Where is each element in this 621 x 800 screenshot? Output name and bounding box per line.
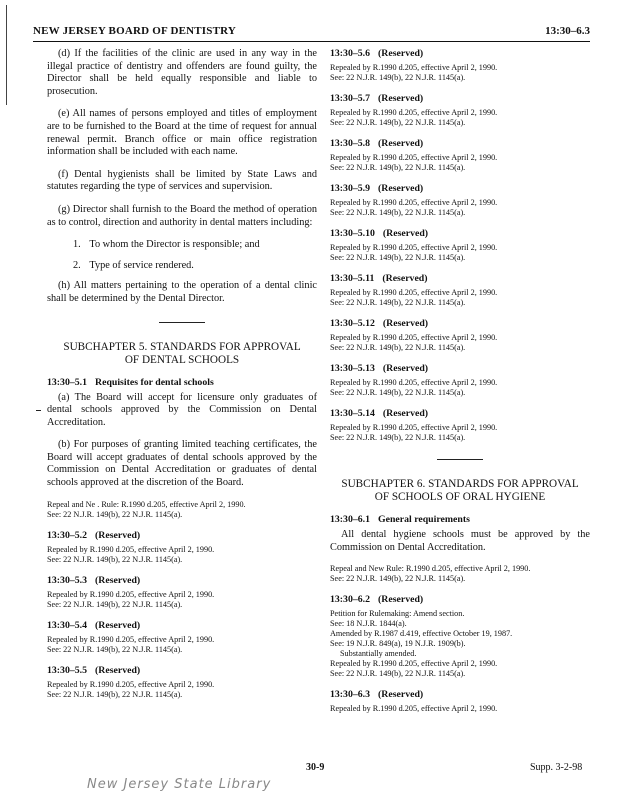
paragraph-d: (d) If the facilities of the clinic are used in any way in the illegal practice of dentistry and offenders are found guilty, the Director shall be held equally responsible and liable to prosecution. — [47, 48, 317, 97]
section-heading-5-7 — [330, 93, 590, 104]
paragraph-f: (f) Dental hygienists shall be limited by State Laws and statutes regarding the type of services and supervision. — [47, 168, 317, 193]
paragraph-5-1-b: (b) For purposes of granting limited teaching certificates, the Board will accept graduates of dental schools approved by the Commission on Dental Accreditation or graduates of dental schools approved at the discretion of the Board. — [47, 439, 317, 489]
section-heading-5-5 — [47, 665, 317, 676]
section-heading-6-2 — [330, 594, 590, 605]
section-title: (Reserved) — [382, 273, 428, 284]
subchapter-5-heading — [47, 341, 317, 367]
list-item — [73, 239, 317, 252]
history-note — [330, 704, 590, 714]
subchapter-6-line2: OF SCHOOLS OF ORAL HYGIENE — [374, 491, 546, 503]
history-note-line: Repealed by R.1990 d.205, effective April 2, 1990. — [330, 333, 498, 342]
history-note-line: Repealed by R.1990 d.205, effective April 2, 1990. — [47, 589, 215, 599]
history-note — [47, 590, 317, 610]
section-heading-5-2 — [47, 530, 317, 541]
subchapter-6-heading — [330, 478, 590, 504]
section-number: 13:30–5.10 — [330, 228, 375, 239]
section-title: (Reserved) — [378, 689, 424, 701]
section-number: 13:30–5.13 — [330, 363, 375, 374]
running-header — [33, 25, 590, 42]
history-note-line: Amended by R.1987 d.419, effective October 19, 1987. — [330, 629, 513, 639]
history-note-line: Substantially amended. — [340, 649, 417, 659]
history-note — [330, 243, 590, 263]
history-note-line: See: 22 N.J.R. 149(b), 22 N.J.R. 1145(a). — [330, 343, 466, 352]
history-note-line: Repeal and Ne . Rule: R.1990 d.205, effective April 2, 1990. — [47, 499, 246, 509]
section-number: 13:30–5.8 — [330, 138, 371, 149]
section-title: (Reserved) — [95, 664, 141, 676]
history-note-line: Repealed by R.1990 d.205, effective April 2, 1990. — [330, 423, 498, 432]
history-note-line: See: 22 N.J.R. 149(b), 22 N.J.R. 1145(a). — [330, 253, 466, 262]
history-note-line: Repealed by R.1990 d.205, effective April 2, 1990. — [330, 243, 498, 252]
section-divider — [437, 459, 483, 460]
supplement-date: Supp. 3-2-98 — [530, 762, 583, 773]
history-note-line: See: 22 N.J.R. 149(b), 22 N.J.R. 1145(a). — [47, 554, 183, 564]
subchapter-5-line1: SUBCHAPTER 5. STANDARDS FOR APPROVAL — [63, 340, 301, 353]
margin-tick-mark — [36, 410, 41, 411]
section-number: 13:30–5.14 — [330, 408, 375, 419]
list-item-text: Type of service rendered. — [89, 259, 194, 271]
section-heading-5-12 — [330, 318, 590, 329]
history-note-line: See: 22 N.J.R. 149(b), 22 N.J.R. 1145(a). — [47, 509, 183, 519]
paragraph-5-1-a: (a) The Board will accept for licensure only graduates of dental schools approved by the Commission on Dental Accreditation. — [47, 391, 317, 428]
section-number: 13:30–5.2 — [47, 529, 88, 541]
section-title: (Reserved) — [378, 138, 424, 149]
history-note-line: Repealed by R.1990 d.205, effective April 2, 1990. — [47, 679, 215, 689]
history-note-line: See: 22 N.J.R. 149(b), 22 N.J.R. 1145(a). — [330, 433, 466, 442]
history-note-line: See: 18 N.J.R. 1844(a). — [330, 619, 407, 629]
history-note — [330, 333, 590, 353]
paragraph-6-1: All dental hygiene schools must be approved by the Commission on Dental Accreditation. — [330, 529, 590, 553]
margin-binding-line — [6, 5, 7, 105]
section-heading-5-9 — [330, 183, 590, 194]
section-number: 13:30–5.6 — [330, 48, 371, 59]
subchapter-5-line2: OF DENTAL SCHOOLS — [124, 353, 240, 366]
section-divider — [159, 322, 205, 323]
section-title: (Reserved) — [382, 228, 429, 239]
history-note — [330, 288, 590, 308]
section-heading-6-1 — [330, 514, 590, 525]
history-note — [330, 423, 590, 443]
history-note-line: Repealed by R.1990 d.205, effective April 2, 1990. — [330, 63, 498, 72]
left-column — [47, 48, 317, 710]
section-number: 13:30–5.11 — [330, 273, 375, 284]
section-heading-5-8 — [330, 138, 590, 149]
history-note-line: See: 22 N.J.R. 149(b), 22 N.J.R. 1145(a). — [330, 208, 466, 217]
section-number: 13:30–5.7 — [330, 93, 371, 104]
history-note — [330, 153, 590, 173]
section-number: 13:30–6.3 — [330, 689, 371, 701]
history-note-line: Repealed by R.1990 d.205, effective April 2, 1990. — [330, 288, 498, 297]
section-title: (Reserved) — [95, 574, 141, 586]
section-number: 13:30–5.1 — [47, 376, 88, 388]
history-note-line: Repealed by R.1990 d.205, effective April 2, 1990. — [47, 544, 215, 554]
section-heading-5-1 — [47, 377, 317, 388]
history-note-line: See: 22 N.J.R. 149(b), 22 N.J.R. 1145(a). — [47, 644, 183, 654]
history-note-line: Repealed by R.1990 d.205, effective April 2, 1990. — [330, 108, 498, 117]
history-note — [330, 63, 590, 83]
list-item-text: To whom the Director is responsible; and — [89, 239, 260, 251]
history-note — [47, 545, 317, 565]
history-note-line: Repealed by R.1990 d.205, effective April 2, 1990. — [47, 634, 215, 644]
page-number: 30-9 — [306, 762, 325, 773]
history-note-line: Repealed by R.1990 d.205, effective April 2, 1990. — [330, 704, 498, 714]
section-title: (Reserved) — [378, 183, 424, 194]
history-note — [47, 500, 317, 520]
section-number: 13:30–5.5 — [47, 664, 88, 676]
paragraph-g: (g) Director shall furnish to the Board the method of operation as to control, direction and authority in dental matters including: — [47, 203, 317, 228]
history-note-line: See: 22 N.J.R. 149(b), 22 N.J.R. 1145(a). — [330, 574, 466, 584]
history-note — [330, 609, 590, 679]
list-item — [73, 260, 317, 273]
history-note — [47, 680, 317, 700]
history-note-line: See: 22 N.J.R. 149(b), 22 N.J.R. 1145(a). — [47, 689, 183, 699]
history-note-line: See: 19 N.J.R. 849(a), 19 N.J.R. 1909(b). — [330, 639, 466, 649]
section-title: (Reserved) — [95, 619, 141, 631]
history-note-line: See: 22 N.J.R. 149(b), 22 N.J.R. 1145(a). — [47, 599, 183, 609]
history-note — [330, 198, 590, 218]
section-number: 13:30–6.2 — [330, 594, 371, 606]
section-heading-6-3 — [330, 689, 590, 700]
section-title: General requirements — [378, 514, 470, 525]
history-note — [330, 378, 590, 398]
history-note-line: Repealed by R.1990 d.205, effective April 2, 1990. — [330, 659, 498, 669]
section-number: 13:30–5.9 — [330, 183, 371, 194]
section-title: (Reserved) — [382, 408, 429, 419]
header-title: NEW JERSEY BOARD OF DENTISTRY — [33, 25, 237, 37]
section-heading-5-3 — [47, 575, 317, 586]
section-title: (Reserved) — [382, 318, 429, 329]
section-heading-5-11 — [330, 273, 590, 284]
history-note — [330, 108, 590, 128]
section-title: (Reserved) — [378, 93, 424, 104]
section-number: 13:30–5.3 — [47, 574, 88, 586]
section-number: 13:30–5.12 — [330, 318, 375, 329]
history-note-line: Repealed by R.1990 d.205, effective April 2, 1990. — [330, 378, 498, 387]
section-title: (Reserved) — [95, 529, 141, 541]
section-title: (Reserved) — [382, 363, 429, 374]
history-note-line: See: 22 N.J.R. 149(b), 22 N.J.R. 1145(a). — [330, 73, 466, 82]
section-heading-5-14 — [330, 408, 590, 419]
history-note-line: Repealed by R.1990 d.205, effective April 2, 1990. — [330, 153, 498, 162]
section-title: (Reserved) — [378, 594, 424, 606]
history-note — [330, 564, 590, 584]
history-note-line: Repeal and New Rule: R.1990 d.205, effective April 2, 1990. — [330, 564, 531, 574]
section-number: 13:30–6.1 — [330, 514, 371, 525]
section-title: (Reserved) — [378, 48, 424, 59]
history-note-line: Petition for Rulemaking: Amend section. — [330, 609, 465, 619]
history-note-line: See: 22 N.J.R. 149(b), 22 N.J.R. 1145(a). — [330, 298, 466, 307]
history-note — [47, 635, 317, 655]
history-note-line: See: 22 N.J.R. 149(b), 22 N.J.R. 1145(a). — [330, 388, 466, 397]
history-note-line: See: 22 N.J.R. 149(b), 22 N.J.R. 1145(a). — [330, 118, 466, 127]
right-column — [330, 48, 590, 724]
paragraph-e: (e) All names of persons employed and titles of employment are to be furnished to the Board at the time of request for annual renewal permit. Branch office or main office registration information shall be included with each name. — [47, 108, 317, 158]
subchapter-6-line1: SUBCHAPTER 6. STANDARDS FOR APPROVAL — [341, 478, 579, 490]
section-heading-5-6 — [330, 48, 590, 59]
history-note-line: See: 22 N.J.R. 149(b), 22 N.J.R. 1145(a). — [330, 163, 466, 172]
section-heading-5-10 — [330, 228, 590, 239]
library-stamp: New Jersey State Library — [87, 777, 272, 792]
section-title: Requisites for dental schools — [95, 376, 214, 388]
paragraph-h: (h) All matters pertaining to the operation of a dental clinic shall be determined by the Dental Director. — [47, 280, 317, 304]
list-item-number: 2. — [73, 259, 81, 271]
section-number: 13:30–5.4 — [47, 619, 88, 631]
history-note-line: Repealed by R.1990 d.205, effective April 2, 1990. — [330, 198, 498, 207]
section-heading-5-13 — [330, 363, 590, 374]
section-heading-5-4 — [47, 620, 317, 631]
history-note-line: See: 22 N.J.R. 149(b), 22 N.J.R. 1145(a). — [330, 669, 466, 679]
header-section-number: 13:30–6.3 — [545, 25, 590, 37]
list-item-number: 1. — [73, 239, 81, 251]
